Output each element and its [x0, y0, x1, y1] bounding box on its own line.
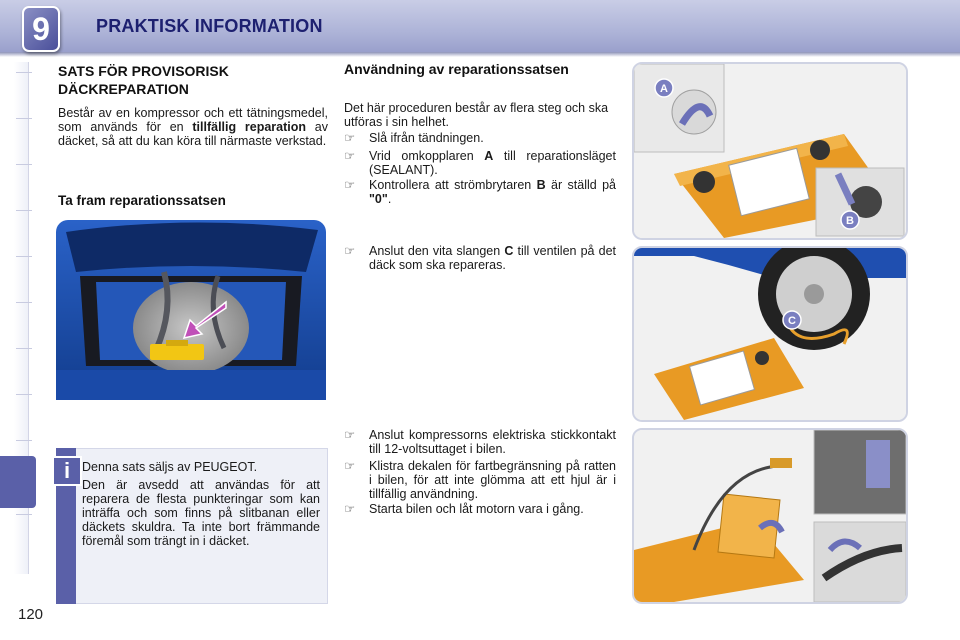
usage-intro: Det här proceduren består av flera steg och ska utföras i sin helhet.	[344, 101, 609, 129]
pointing-hand-icon: ☞	[344, 149, 356, 163]
pointing-hand-icon: ☞	[344, 131, 356, 145]
socket-detail	[814, 430, 906, 514]
step-text-part: till ventilen på det däck som ska repareras.	[369, 244, 617, 272]
info-text	[82, 460, 320, 548]
step-text: Starta bilen och låt motorn vara i gång.	[369, 502, 584, 516]
label-b: B	[846, 215, 854, 227]
step-item	[344, 131, 616, 145]
info-line-usage: Den är avsedd att användas för att reparera de flesta punkteringar som kan inträffa och som finns på slitbanan eller däckets skuldra. Ta inte bort främmande föremål som trängt in i däcket.	[82, 478, 320, 548]
label-a: A	[660, 83, 668, 95]
step-text	[369, 244, 616, 272]
step-text: Klistra dekalen för fartbegränsning på ratten i bilen, för att inte glömma att ett hjul är i tillfällig användning.	[369, 459, 616, 501]
step-text	[369, 149, 616, 177]
tab-divider	[16, 72, 32, 73]
step-text: Slå ifrån tändningen.	[369, 131, 484, 145]
pointing-hand-icon: ☞	[344, 459, 356, 473]
tab-divider	[16, 440, 32, 441]
chapter-title: PRAKTISK INFORMATION	[96, 16, 323, 36]
trunk-illustration	[56, 220, 326, 400]
section-title-kit: SATS FÖR PROVISORISK DÄCKREPARATION	[58, 63, 229, 97]
step-item	[344, 149, 616, 177]
step-item	[344, 502, 616, 516]
step-text-part: är ställd på	[545, 178, 616, 192]
step-text	[369, 178, 616, 206]
active-chapter-tab[interactable]	[0, 456, 36, 508]
kit-desc-text-end: av däcket, så att du kan köra till närmaste verkstad.	[58, 120, 328, 148]
tab-divider	[16, 256, 32, 257]
step-text-part: .	[387, 192, 392, 206]
step-item	[344, 244, 616, 272]
tab-divider	[16, 394, 32, 395]
info-line-sold-by: Denna sats säljs av PEUGEOT.	[82, 460, 258, 474]
pointing-hand-icon: ☞	[344, 178, 356, 192]
down-arrow-icon	[866, 440, 890, 488]
pointing-hand-icon: ☞	[344, 502, 356, 516]
step-label-b: B	[536, 178, 546, 192]
step-text-part: Anslut den vita slangen	[369, 244, 505, 258]
tab-divider	[16, 210, 32, 211]
chapter-number-badge: 9	[22, 6, 60, 52]
step-text-part: Vrid omkopplaren	[369, 149, 485, 163]
pointing-hand-icon: ☞	[344, 244, 356, 258]
compressor-switch-illustration	[632, 62, 908, 240]
repair-kit-box	[150, 344, 204, 360]
label-c: C	[788, 315, 796, 327]
kit-desc-text: Består av en kompressor och ett tätningsmedel, som används för en	[58, 106, 328, 134]
tab-divider	[16, 118, 32, 119]
tyre-connection-illustration	[632, 246, 908, 422]
subsection-title-remove-kit: Ta fram reparationssatsen	[58, 193, 226, 208]
tab-divider	[16, 348, 32, 349]
tab-divider	[16, 514, 32, 515]
pointing-hand-icon: ☞	[344, 428, 356, 442]
step-item	[344, 178, 616, 206]
step-text-part: Kontrollera att strömbrytaren	[369, 178, 537, 192]
power-plug-illustration	[632, 428, 908, 604]
info-icon: i	[52, 456, 82, 486]
tab-divider	[16, 164, 32, 165]
kit-description	[58, 106, 328, 148]
step-item	[344, 428, 616, 456]
page-number: 120	[18, 606, 44, 623]
step-text: Anslut kompressorns elektriska stickkontakt till 12-voltsuttaget i bilen.	[369, 428, 616, 456]
tab-divider	[16, 302, 32, 303]
step-label-a: A	[484, 149, 494, 163]
step-text-part: till reparationsläget (SEALANT).	[369, 149, 616, 177]
step-label-c: C	[504, 244, 514, 258]
step-value-zero: "0"	[369, 192, 388, 206]
step-item	[344, 459, 616, 501]
header-shadow	[0, 52, 960, 57]
section-title-usage: Användning av reparationssatsen	[344, 61, 569, 77]
kit-desc-bold: tillfällig reparation	[192, 120, 307, 134]
